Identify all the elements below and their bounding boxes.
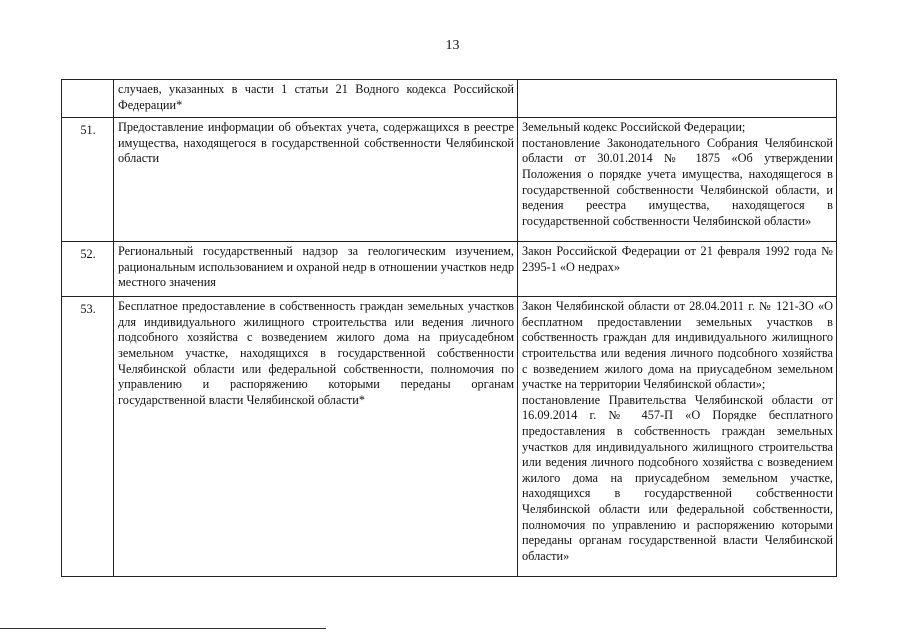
legal-basis-paragraph: постановление Законодательного Собрания Челябинской области от 30.01.2014 № 1875 «Об утверждении Положения о порядке учета имущества, находящегося в государственной собственности Челябинской области, и ведения реестра имущества, находящегося в государственной собственности Челябинской области» <box>522 135 833 228</box>
legal-basis-cell <box>518 297 837 577</box>
table-row <box>62 242 837 297</box>
page-number: 13 <box>445 38 460 53</box>
row-number-cell: 53. <box>62 297 114 577</box>
footnote-divider <box>0 628 326 629</box>
row-number-cell: 51. <box>62 118 114 242</box>
legal-basis-paragraph: постановление Правительства Челябинской области от 16.09.2014 г. № 457-П «О Порядке бесплатного предоставления в собственность граждан земельных участков для индивидуального жилищного строительства или ведения личного подсобного хозяйства с возведением жилого дома на приусадебном земельном участке, находящихся в государственной собственности Челябинской области или федеральной собственности, полномочия по управлению и распоряжению которыми переданы органам государственной власти Челябинской области» <box>522 392 833 563</box>
legal-basis-paragraph: Закон Челябинской области от 28.04.2011 г. № 121-ЗО «О бесплатном предоставлении земельных участков в собственность граждан для индивидуального жилищного строительства или ведения личного подсобного хозяйства с возведением жилого дома на приусадебном земельном участке на территории Челябинской области»; <box>522 299 833 392</box>
legal-basis-cell <box>518 80 837 118</box>
authority-cell: случаев, указанных в части 1 статьи 21 Водного кодекса Российской Федерации* <box>114 80 518 118</box>
table-row <box>62 297 837 577</box>
row-number-cell: 52. <box>62 242 114 297</box>
authority-cell: Предоставление информации об объектах учета, содержащихся в реестре имущества, находящегося в государственной собственности Челябинской области <box>114 118 518 242</box>
authority-cell: Региональный государственный надзор за геологическим изучением, рациональным использованием и охраной недр в отношении участков недр местного значения <box>114 242 518 297</box>
authority-cell: Бесплатное предоставление в собственность граждан земельных участков для индивидуального жилищного строительства или ведения личного подсобного хозяйства с возведением жилого дома на приусадебном земельном участке, находящихся в государственной собственности Челябинской области или федеральной собственности, полномочия по управлению и распоряжению которыми переданы органам государственной власти Челябинской области* <box>114 297 518 577</box>
row-number-cell <box>62 80 114 118</box>
legal-basis-paragraph: Закон Российской Федерации от 21 февраля 1992 года № 2395-1 «О недрах» <box>522 244 833 274</box>
powers-table <box>61 79 837 577</box>
legal-basis-paragraph: Земельный кодекс Российской Федерации; <box>522 120 746 135</box>
table-row <box>62 118 837 242</box>
legal-basis-cell <box>518 242 837 297</box>
table-row <box>62 80 837 118</box>
legal-basis-cell <box>518 118 837 242</box>
